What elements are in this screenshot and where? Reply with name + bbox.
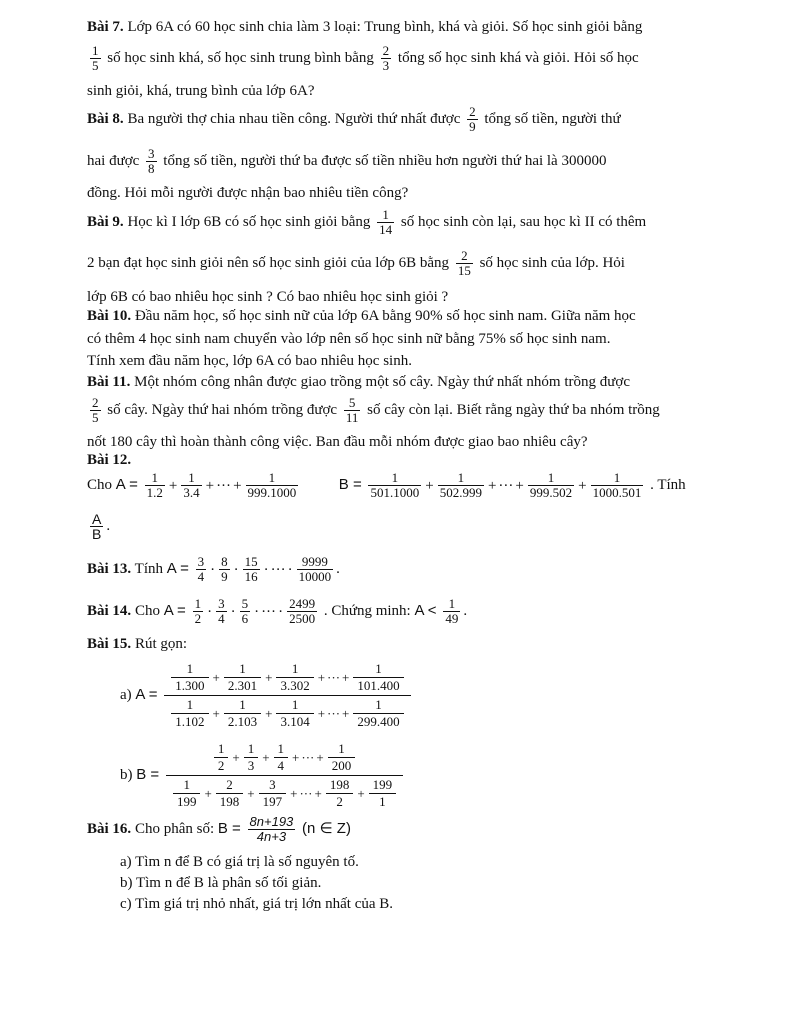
bai12-label: Bài 12. [87,452,132,468]
bai15-a-top-term: $\frac{1}{3.302}$ [276,661,313,694]
bai11-line3: nốt 180 cây thì hoàn thành công việc. Ban đầu mỗi nhóm được giao bao nhiêu cây? [87,434,588,450]
math-operator: + [290,785,298,801]
bai12-a-term: $\frac{1}{3.4}$ [183,470,200,500]
math-operator: + [247,785,255,801]
bai11-text1: Một nhóm công nhân được giao trồng một số cây. Ngày thứ nhất nhóm trồng được [134,374,630,390]
bai15-a-lhs: A = [135,685,158,703]
math-operator: + [317,705,326,721]
math-operator: + [265,669,273,685]
bai14-term: $\frac{2499}{2500}$ [289,596,316,626]
bai15-a [120,660,414,731]
math-operator: + [317,669,326,685]
bai15-a-label: a) [120,686,132,703]
bai14-term: $\frac{5}{6}$ [241,596,249,626]
bai9-frac2: $\frac{2}{15}$ [457,248,471,278]
bai9-text2a: 2 bạn đạt học sinh giỏi nên số học sinh giỏi của lớp 6B bằng [87,254,450,271]
math-operator: ··· [261,603,277,620]
math-operator: ··· [327,669,341,685]
bai10-line3: Tính xem đầu năm học, lớp 6A có bao nhiêu học sinh. [87,353,412,369]
bai15-a-fraction [164,660,410,731]
math-operator: + [212,705,220,721]
bai14-label: Bài 14. [87,602,132,619]
bai15-heading [87,635,187,653]
math-operator: + [205,477,215,494]
bai12-cho: Cho [87,476,113,493]
math-operator: + [232,749,240,765]
bai15-text: Rút gọn: [134,636,188,652]
bai8-line2 [87,147,606,176]
bai8-frac2: $\frac{3}{8}$ [148,146,155,176]
bai14-text: Cho [134,602,160,619]
bai15-b-bot-term: $\frac{3}{197}$ [259,777,287,810]
bai14-ineq: A < [414,601,437,619]
math-operator: + [357,785,365,801]
bai14-term: $\frac{1}{2}$ [194,596,202,626]
math-operator: · [263,561,269,578]
bai15-a-top-term: $\frac{1}{101.400}$ [353,661,403,694]
math-operator: + [314,785,322,801]
math-operator: + [204,785,212,801]
bai16-b: b) Tìm n để B là phân số tối giản. [120,875,322,891]
bai9-label: Bài 9. [87,213,124,230]
bai15-a-bot-term: $\frac{1}{1.102}$ [171,697,208,730]
bai12-b-term: $\frac{1}{999.502}$ [529,470,573,500]
bai13-label: Bài 13. [87,560,132,577]
bai10-line1 [87,307,636,325]
bai11-line2 [87,396,660,425]
math-operator: · [233,561,239,578]
bai12-a-sum [142,470,302,500]
math-operator: · [287,561,293,578]
bai14-lhs: A = [163,601,186,619]
math-operator: · [254,603,260,620]
bai16-lhs: B = [217,819,241,837]
bai7-label: Bài 7. [87,19,124,35]
bai8-text2b: tổng số tiền, người thứ ba được số tiền nhiều hơn người thứ hai là 300000 [163,152,607,169]
bai7-text1: Lớp 6A có 60 học sinh chia làm 3 loại: Trung bình, khá và giỏi. Số học sinh giỏi bằng [127,19,643,35]
bai9-text2b: số học sinh của lớp. Hỏi [479,254,625,271]
math-operator: + [515,477,524,494]
bai12-b-sum [365,470,646,500]
math-operator: + [265,705,273,721]
bai15-a-top-term: $\frac{1}{2.301}$ [224,661,261,694]
bai15-b-label: b) [120,766,133,783]
bai16-text: Cho phân số: [134,820,215,837]
bai8-label: Bài 8. [87,110,124,127]
bai13-term: $\frac{3}{4}$ [197,554,205,584]
bai12-b-term: $\frac{1}{1000.501}$ [592,470,642,500]
bai12-b-term: $\frac{1}{501.1000}$ [370,470,420,500]
bai16-cond: (n ∈ Z) [302,819,351,837]
bai16-fraction: $\frac{8n+193}{4n+3}$ [249,814,294,844]
bai8-text1a: Ba người thợ chia nhau tiền công. Người thứ nhất được [127,110,461,127]
math-operator: ··· [270,561,286,578]
bai13-lhs: A = [166,559,189,577]
math-operator: + [233,477,242,494]
math-operator: + [342,669,350,685]
bai12-b-term: $\frac{1}{502.999}$ [439,470,482,500]
bai13-term: $\frac{8}{9}$ [221,554,228,584]
bai7-line3: sinh giỏi, khá, trung bình của lớp 6A? [87,83,315,99]
bai15-b [120,740,406,811]
math-operator: + [212,669,220,685]
bai9-frac1: $\frac{1}{14}$ [379,207,393,237]
bai8-line1 [87,105,621,134]
bai8-text1b: tổng số tiền, người thứ [484,110,621,127]
bai15-a-bot-term: $\frac{1}{3.104}$ [276,697,313,730]
bai12-heading [87,451,131,469]
bai15-b-bot-term: $\frac{198}{2}$ [326,777,354,810]
math-operator: ··· [301,749,315,765]
math-operator: + [168,477,178,494]
bai14-prove: . Chứng minh: [323,602,411,619]
bai15-b-bot-term: $\frac{1}{199}$ [173,777,201,810]
bai13-term: $\frac{9999}{10000}$ [298,554,332,584]
bai11-line1 [87,373,630,391]
bai15-b-top-term: $\frac{1}{4}$ [274,741,289,774]
bai12-a-term: $\frac{1}{1.2}$ [146,470,163,500]
bai15-a-bot-term: $\frac{1}{2.103}$ [224,697,261,730]
bai15-b-fraction [166,740,403,811]
bai7-text2b: tổng số học sinh khá và giỏi. Hỏi số học [397,49,639,66]
bai7-frac1: $\frac{1}{5}$ [92,43,99,73]
bai15-a-bot-term: $\frac{1}{299.400}$ [353,697,403,730]
bai9-line2 [87,249,625,278]
bai12-a-term: $\frac{1}{999.1000}$ [247,470,297,500]
bai15-b-bot-term: $\frac{2}{198}$ [216,777,244,810]
bai9-line1 [87,208,646,237]
bai12-a-over-b: $\frac{A}{B}$ [92,511,102,542]
bai9-text1b: số học sinh còn lại, sau học kì II có thêm [400,213,647,230]
bai12-formula [87,471,686,500]
bai13-text: Tính [134,560,164,577]
math-operator: · [278,603,284,620]
bai16-a: a) Tìm n để B có giá trị là số nguyên tố. [120,854,359,870]
math-operator: · [207,603,213,620]
math-operator: + [578,477,587,494]
math-operator: ··· [299,785,313,801]
bai15-b-top-term: $\frac{1}{200}$ [328,741,356,774]
bai8-text2a: hai được [87,152,140,169]
math-operator: + [487,477,497,494]
bai16-label: Bài 16. [87,820,132,837]
bai15-label: Bài 15. [87,636,132,652]
bai14-line: Bài 14. Cho A = $\frac{1}{2}$ · $\frac{3}{4}$ · $\frac{5}{6}$ · ··· · $\frac{2499}{2500}$ . Chứng minh: A < $\frac{1}{49}$ . [87,596,468,626]
bai15-a-top-term: $\frac{1}{1.300}$ [171,661,208,694]
bai15-b-lhs: B = [136,765,160,783]
bai7-line1 [87,18,642,36]
bai14-term: $\frac{3}{4}$ [218,596,225,626]
bai11-text2b: số cây còn lại. Biết rằng ngày thứ ba nhóm trồng [367,401,660,418]
math-operator: + [425,477,434,494]
bai12-tinh: . Tính [650,476,686,493]
bai8-frac1: $\frac{2}{9}$ [469,104,476,134]
bai14-rhs: $\frac{1}{49}$ [445,596,459,626]
math-operator: + [292,749,300,765]
bai10-text1: Đầu năm học, số học sinh nữ của lớp 6A bằng 90% số học sinh nam. Giữa năm học [134,308,636,324]
bai15-b-top-term: $\frac{1}{2}$ [214,741,229,774]
bai12-ratio: $\frac{A}{B}$ . [92,511,111,542]
bai13-term: $\frac{15}{16}$ [244,554,258,584]
math-operator: + [316,749,324,765]
math-operator: + [262,749,270,765]
math-operator: ··· [216,477,232,494]
bai16-c: c) Tìm giá trị nhỏ nhất, giá trị lớn nhất của B. [120,896,394,912]
bai7-frac2: $\frac{2}{3}$ [382,43,390,73]
math-operator: + [342,705,350,721]
bai11-text2a: số cây. Ngày thứ hai nhóm trồng được [107,401,338,418]
math-operator: ··· [498,477,514,494]
bai15-b-top-term: $\frac{1}{3}$ [244,741,259,774]
bai7-text2a: số học sinh khá, số học sinh trung bình bằng [107,49,374,66]
bai12-a-lhs: A = [115,475,138,493]
bai11-frac2: $\frac{5}{11}$ [345,395,359,425]
bai10-line2: có thêm 4 học sinh nam chuyển vào lớp nên số học sinh nữ bằng 75% số học sinh nam. [87,331,611,347]
bai14-product [190,596,321,626]
bai11-frac1: $\frac{2}{5}$ [92,395,99,425]
bai11-label: Bài 11. [87,374,131,390]
math-operator: ··· [327,705,341,721]
math-operator: · [230,603,236,620]
bai7-line2 [87,44,639,73]
bai16-line [87,815,351,844]
bai8-line3: đồng. Hỏi mỗi người được nhận bao nhiêu tiền công? [87,185,409,201]
bai12-b-lhs: B = [338,475,362,493]
bai9-text1a: Học kì I lớp 6B có số học sinh giỏi bằng [127,213,371,230]
bai9-line3: lớp 6B có bao nhiêu học sinh ? Có bao nhiêu học sinh giỏi ? [87,289,449,305]
bai13-line: Bài 13. Tính A = $\frac{3}{4}$ · $\frac{8}{9}$ · $\frac{15}{16}$ · ··· · $\frac{9999}{10000}$ . [87,554,340,584]
bai10-label: Bài 10. [87,308,132,324]
math-operator: · [210,561,216,578]
bai15-b-bot-term: $\frac{199}{1}$ [369,777,397,810]
